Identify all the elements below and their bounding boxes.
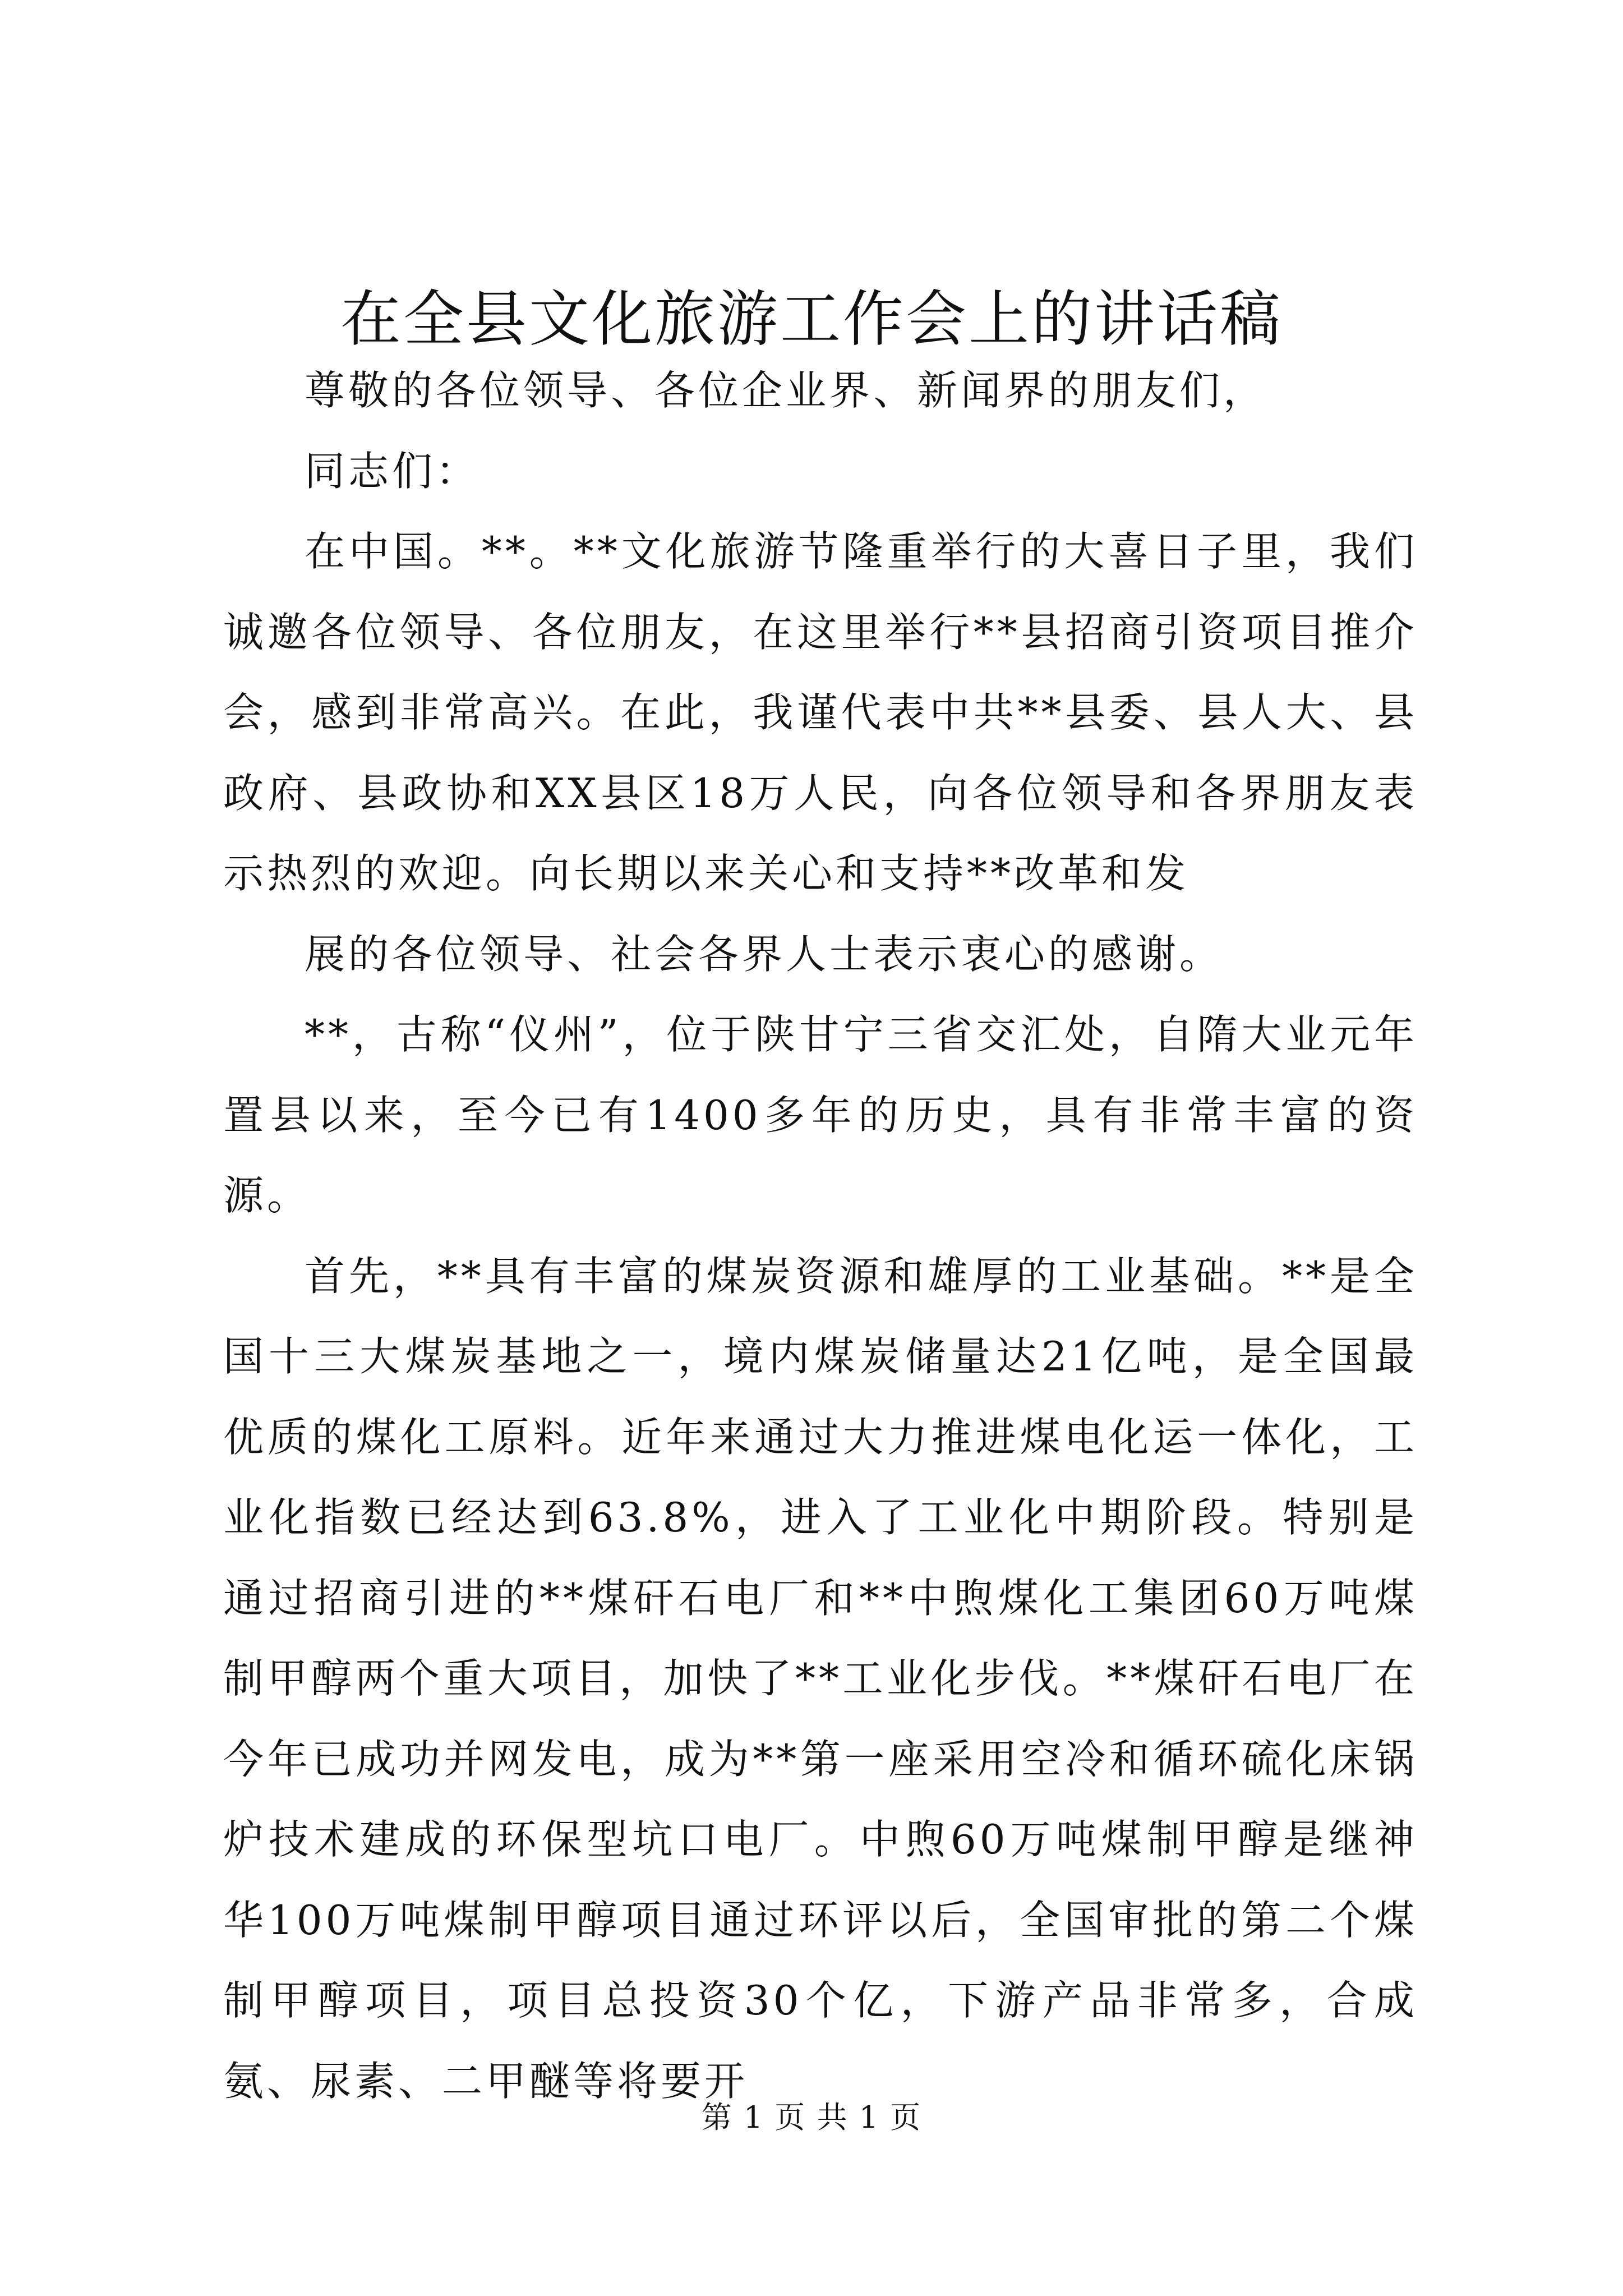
document-title: 在全县文化旅游工作会上的讲话稿 (340, 284, 1283, 355)
salutation-paragraph: 尊敬的各位领导、各位企业界、新闻界的朋友们， (305, 367, 1267, 414)
body-paragraph: 首先，**具有丰富的煤炭资源和雄厚的工业基础。**是全国十三大煤炭基地之一，境内煤炭储量达21亿吨，是全国最优质的煤化工原料。近年来通过大力推进煤电化运一体化，工业化指数已经达到63.8%，进入了工业化中期阶段。特别是通过招商引进的**煤矸石电厂和**中煦煤化工集团60万吨煤制甲醇两个重大项目，加快了**工业化步伐。**煤矸石电厂在今年已成功并网发电，成为**第一座采用空冷和循环硫化床锅炉技术建成的环保型坑口电厂。中煦60万吨煤制甲醇是继神华100万吨煤制甲醇项目通过环评以后，全国审批的第二个煤制甲醇项目，项目总投资30个亿，下游产品非常多，合成氨、尿素、二甲醚等将要开 (223, 1252, 1418, 2105)
body-paragraph: **，古称“仪州”，位于陕甘宁三省交汇处，自隋大业元年置县以来，至今已有1400多年的历史，具有非常丰富的资源。 (223, 1011, 1418, 1219)
page-footer (0, 2098, 1623, 2137)
body-paragraph: 展的各位领导、社会各界人士表示衷心的感谢。 (305, 930, 1224, 978)
salutation-comrades: 同志们： (305, 447, 480, 495)
document-body (223, 351, 1418, 2122)
page-total: 共 1 页 (817, 2100, 922, 2135)
body-paragraph: 在中国。**。**文化旅游节隆重举行的大喜日子里，我们诚邀各位领导、各位朋友，在这里举行**县招商引资项目推介会，感到非常高兴。在此，我谨代表中共**县委、县人大、县政府、县政协和XX县区18万人民，向各位领导和各界朋友表示热烈的欢迎。向长期以来关心和支持**改革和发 (223, 528, 1418, 897)
page-number: 第 1 页 (701, 2100, 806, 2135)
